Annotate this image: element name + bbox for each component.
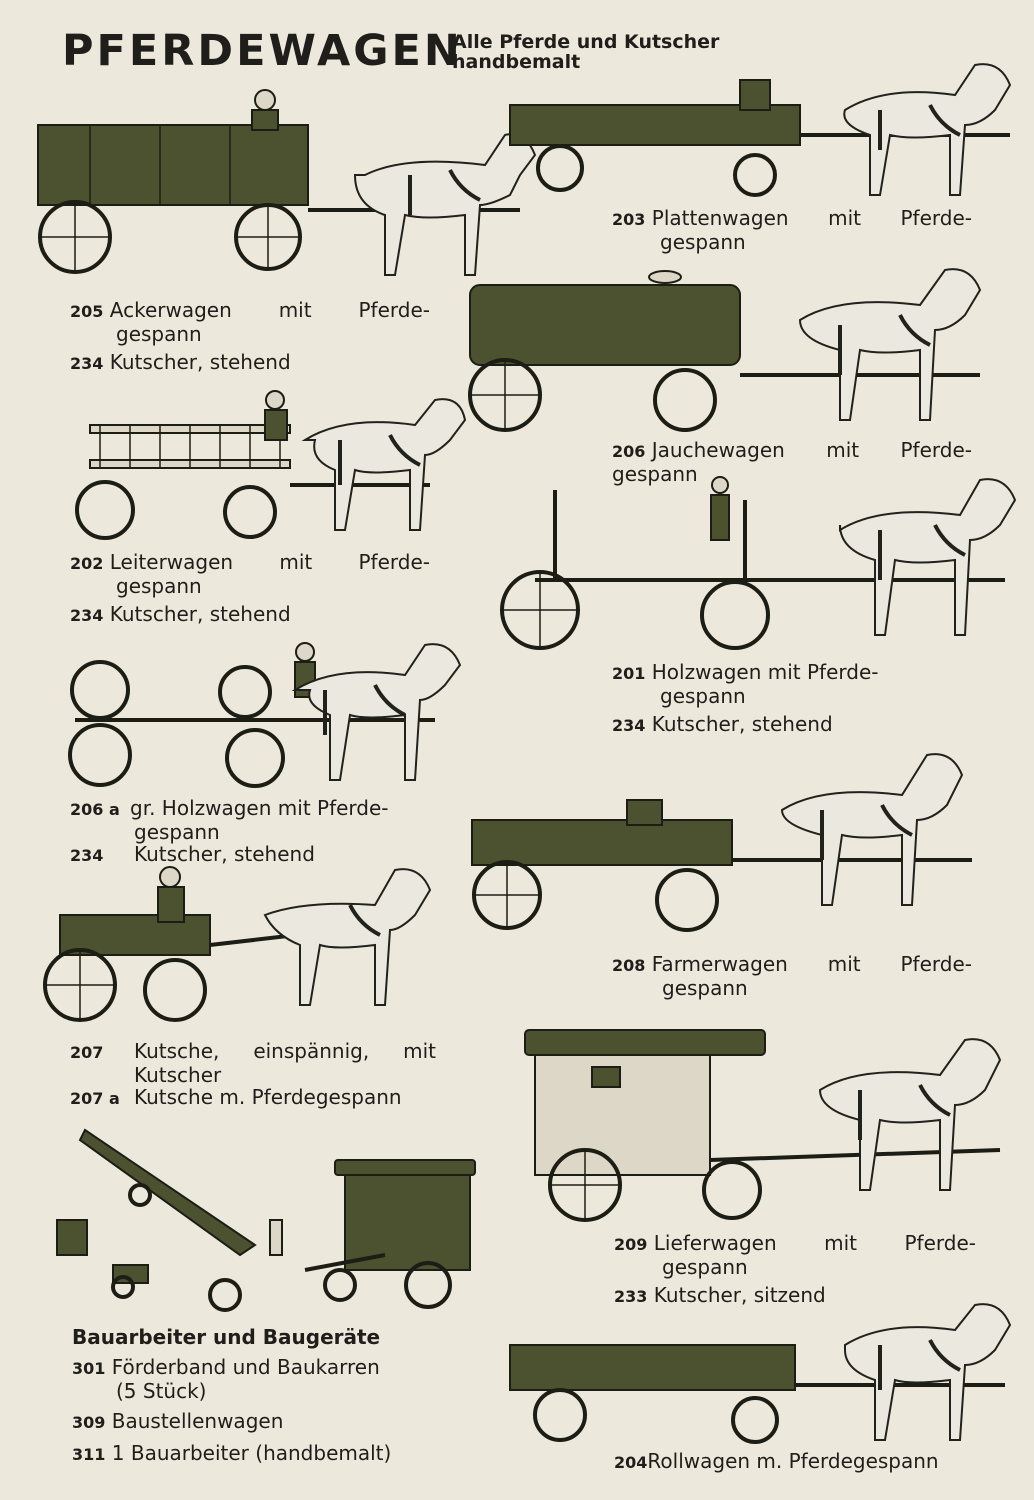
item-name: Jauchewagen: [651, 438, 785, 462]
caption-209: [614, 1232, 976, 1308]
item-name: Baustellenwagen: [111, 1409, 284, 1433]
item-name: Kutscher, stehend: [651, 712, 833, 736]
item-name: Kutscher, stehend: [109, 350, 291, 374]
item-word: mit: [279, 550, 313, 574]
item-word: einspännig,: [253, 1039, 370, 1063]
farmerwagen-illustration: [462, 740, 982, 930]
rollwagen-illustration: [505, 1300, 1015, 1450]
caption-208: [612, 953, 972, 999]
item-name: Förderband und Baukarren: [111, 1355, 380, 1379]
item-number: 309: [72, 1413, 106, 1432]
plattenwagen-illustration: [500, 50, 1020, 200]
item-name: Ackerwagen: [109, 298, 232, 322]
item-line2: Kutscher: [134, 1063, 222, 1087]
item-name: Holzwagen mit Pferde-: [651, 660, 879, 684]
section-heading: Bauarbeiter und Baugeräte: [72, 1325, 381, 1349]
caption-202: [70, 551, 430, 627]
caption-206: [612, 439, 972, 485]
gr-holzwagen-illustration: [55, 640, 475, 800]
item-number: 207 a: [70, 1089, 120, 1108]
item-number: 234: [70, 606, 104, 625]
item-word: Pferde-: [900, 206, 972, 230]
item-word: mit: [403, 1039, 436, 1063]
item-line2: gespann: [134, 820, 220, 844]
item-name: gr. Holzwagen mit Pferde-: [130, 796, 389, 820]
caption-206a: [70, 797, 440, 867]
item-line2: gespann: [662, 1255, 748, 1279]
item-word: mit: [827, 952, 861, 976]
kutsche-illustration: [40, 865, 440, 1035]
item-line2: gespann: [660, 230, 746, 254]
item-word: mit: [278, 298, 312, 322]
item-word: mit: [824, 1231, 858, 1255]
item-word: Pferde-: [900, 952, 972, 976]
item-line2: gespann: [116, 322, 202, 346]
item-number: 234: [70, 354, 104, 373]
item-number: 206 a: [70, 800, 120, 819]
item-number: 205: [70, 302, 104, 321]
caption-205: [70, 299, 430, 375]
item-number: 204: [614, 1453, 648, 1472]
item-number: 209: [614, 1235, 648, 1254]
baugeraete-illustration: [45, 1125, 485, 1320]
item-word: mit: [826, 438, 860, 462]
item-number: 202: [70, 554, 104, 573]
lieferwagen-illustration: [520, 1025, 1010, 1225]
item-name: Lieferwagen: [653, 1231, 777, 1255]
item-line2: gespann: [660, 684, 746, 708]
item-word: Pferde-: [358, 550, 430, 574]
item-name: Rollwagen m. Pferdegespann: [647, 1449, 939, 1473]
item-name: Kutsche,: [134, 1039, 220, 1063]
item-number: 201: [612, 664, 646, 683]
item-number: 203: [612, 210, 646, 229]
item-name: Kutscher, stehend: [134, 842, 315, 866]
ackerwagen-illustration: [30, 75, 530, 285]
item-name: Farmerwagen: [651, 952, 788, 976]
item-number: 234: [70, 846, 104, 865]
caption-204: [614, 1450, 994, 1474]
item-name: Leiterwagen: [109, 550, 234, 574]
jauchewagen-illustration: [460, 255, 990, 445]
leiterwagen-illustration: [70, 390, 470, 550]
item-name: Kutscher, stehend: [109, 602, 291, 626]
item-number: 234: [612, 716, 646, 735]
item-word: mit: [828, 206, 861, 230]
item-name: Plattenwagen: [651, 206, 789, 230]
caption-bauarbeiter: [72, 1326, 442, 1466]
item-name: 1 Bauarbeiter (handbemalt): [111, 1441, 392, 1465]
item-line2: gespann: [662, 976, 748, 1000]
item-number: 207: [70, 1043, 104, 1062]
item-number: 206: [612, 442, 646, 461]
item-number: 233: [614, 1287, 648, 1306]
item-number: 311: [72, 1445, 106, 1464]
item-line2: gespann: [612, 462, 698, 486]
item-name: Kutscher, sitzend: [653, 1283, 826, 1307]
item-word: Pferde-: [900, 438, 972, 462]
item-number: 301: [72, 1359, 106, 1378]
item-word: Pferde-: [904, 1231, 976, 1255]
caption-207: [70, 1040, 436, 1110]
item-number: 208: [612, 956, 646, 975]
page-subtitle: Alle Pferde und Kutscher handbemalt: [452, 31, 720, 73]
caption-201: [612, 661, 972, 737]
item-line2: gespann: [116, 574, 202, 598]
page-title: PFERDEWAGEN: [62, 26, 463, 76]
item-word: Pferde-: [358, 298, 430, 322]
item-name: Kutsche m. Pferdegespann: [134, 1085, 402, 1109]
caption-203: [612, 207, 972, 253]
item-line2: (5 Stück): [116, 1379, 207, 1403]
holzwagen-illustration: [495, 470, 1015, 660]
